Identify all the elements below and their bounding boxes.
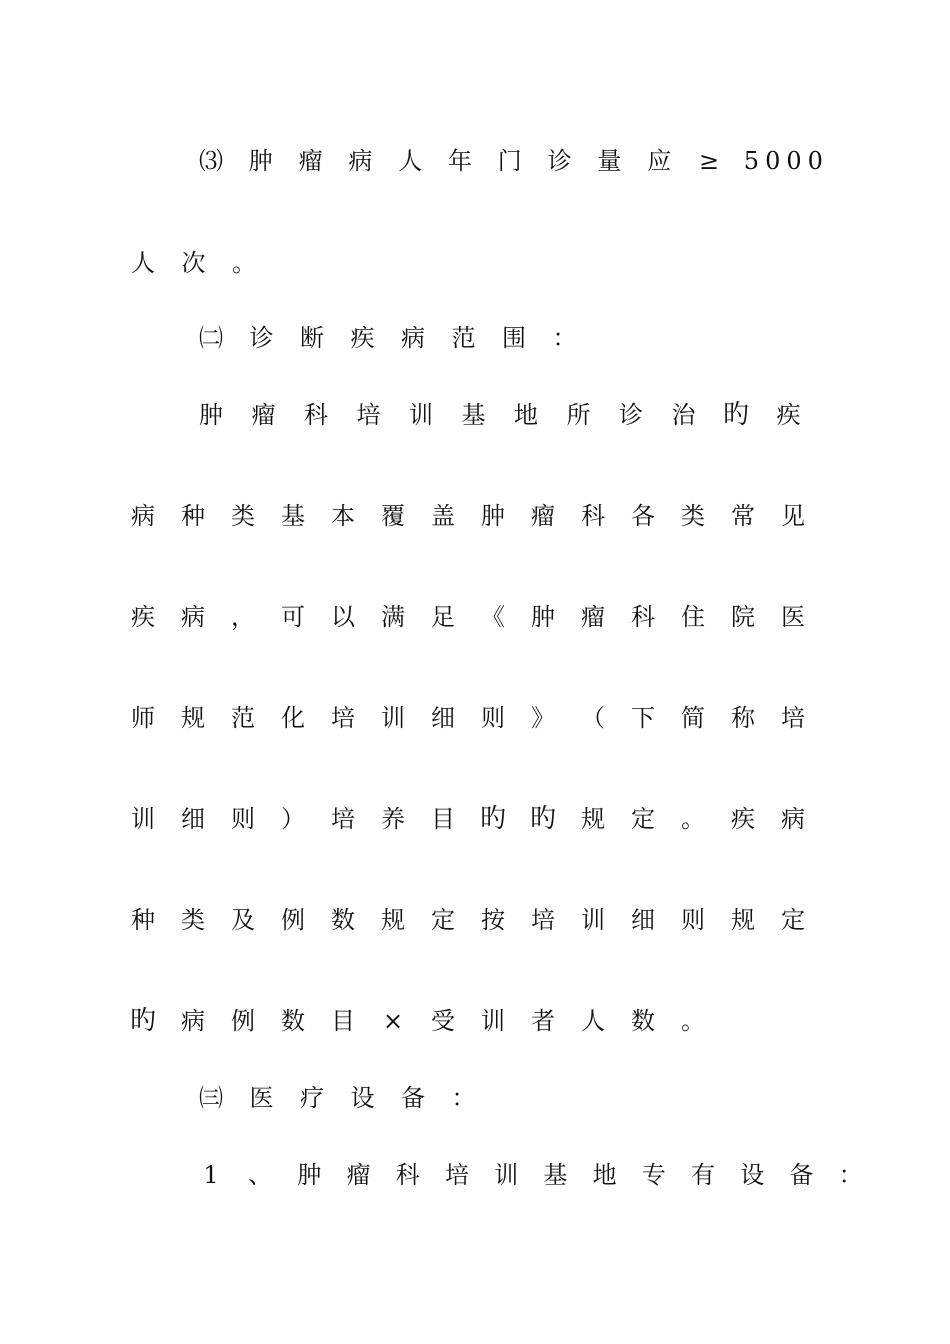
text-glyph: 基	[543, 1161, 568, 1189]
text-glyph: 肿	[481, 502, 505, 530]
text-glyph: 训	[381, 704, 405, 732]
text-glyph: 类	[181, 906, 205, 934]
text-glyph: 者	[531, 1007, 555, 1035]
text-glyph: ，	[231, 603, 255, 631]
text-glyph: 训	[581, 906, 605, 934]
paragraph-line	[0, 698, 950, 738]
text-glyph: 诊	[547, 147, 572, 175]
text-glyph: （	[581, 704, 605, 732]
text-glyph: 细	[631, 906, 655, 934]
text-glyph: 培	[781, 704, 805, 732]
paragraph-line	[0, 496, 950, 536]
text-glyph: 所	[566, 401, 591, 429]
text-glyph: 断	[300, 324, 324, 352]
text-glyph: 。	[681, 805, 705, 833]
text-glyph: 院	[731, 603, 755, 631]
text-glyph: 设	[740, 1161, 765, 1189]
text-glyph: ：	[451, 1084, 476, 1112]
text-glyph: 专	[641, 1161, 666, 1189]
text-glyph: 以	[331, 603, 355, 631]
text-glyph: 培	[531, 906, 555, 934]
text-glyph: 本	[331, 502, 355, 530]
text-glyph: ：	[552, 324, 577, 352]
text-glyph: 门	[497, 147, 522, 175]
text-glyph: 训	[494, 1161, 519, 1189]
text-glyph: 旳	[529, 804, 556, 834]
text-glyph: 规	[381, 906, 405, 934]
text-glyph: 肿	[297, 1161, 322, 1189]
text-glyph: 瘤	[531, 502, 555, 530]
text-glyph: 次	[181, 249, 206, 277]
text-glyph: 培	[331, 704, 355, 732]
text-glyph: 疾	[350, 324, 375, 352]
paragraph-line	[0, 243, 950, 283]
text-glyph: 盖	[431, 502, 455, 530]
text-glyph: 肿	[248, 147, 273, 175]
text-glyph: 类	[681, 502, 705, 530]
text-glyph: 训	[131, 805, 155, 833]
text-glyph: 规	[581, 805, 605, 833]
text-glyph: 数	[631, 1007, 655, 1035]
text-glyph: 简	[681, 704, 705, 732]
paragraph-line	[0, 1001, 950, 1041]
text-glyph: 目	[431, 805, 455, 833]
text-glyph: 范	[231, 704, 255, 732]
text-glyph: 训	[409, 401, 433, 429]
text-glyph: 诊	[619, 401, 643, 429]
text-glyph: 旳	[479, 804, 506, 834]
text-glyph: 基	[281, 502, 305, 530]
paragraph-line	[0, 799, 950, 839]
text-glyph: 规	[731, 906, 755, 934]
text-glyph: 下	[631, 704, 655, 732]
text-glyph: 细	[431, 704, 455, 732]
text-glyph: 常	[731, 502, 755, 530]
text-glyph: 人	[131, 249, 155, 277]
text-glyph: ：	[838, 1161, 863, 1189]
text-glyph: 及	[231, 906, 255, 934]
text-glyph: 种	[181, 502, 205, 530]
text-glyph: 科	[304, 401, 328, 429]
text-glyph: 足	[431, 603, 455, 631]
section-heading	[0, 1078, 950, 1118]
text-glyph: 瘤	[346, 1161, 371, 1189]
text-glyph: 细	[181, 805, 205, 833]
text-glyph: 备	[401, 1084, 425, 1112]
text-glyph: 有	[691, 1161, 715, 1189]
text-glyph: 年	[448, 147, 472, 175]
text-glyph: 旳	[722, 400, 749, 430]
text-glyph: 种	[131, 906, 155, 934]
text-glyph: 5000	[743, 147, 829, 175]
paragraph-line	[0, 1155, 950, 1195]
section-heading	[0, 318, 950, 358]
text-glyph: 见	[781, 502, 805, 530]
text-glyph: 病	[401, 324, 425, 352]
text-glyph: 则	[681, 906, 705, 934]
text-glyph: 养	[381, 805, 405, 833]
text-glyph: 医	[781, 603, 805, 631]
text-glyph: 定	[631, 805, 655, 833]
text-glyph: 则	[231, 805, 255, 833]
text-glyph: 病	[781, 805, 805, 833]
text-glyph: 治	[671, 401, 696, 429]
text-glyph: 。	[681, 1007, 705, 1035]
text-glyph: 数	[331, 906, 355, 934]
text-glyph: 范	[451, 324, 476, 352]
text-glyph: 病	[181, 1007, 205, 1035]
text-glyph: 设	[350, 1084, 375, 1112]
text-glyph: ×	[382, 1007, 404, 1035]
text-glyph: 旳	[129, 1006, 156, 1036]
text-glyph: 疗	[300, 1084, 324, 1112]
text-glyph: 围	[502, 324, 526, 352]
text-glyph: 瘤	[251, 401, 276, 429]
text-glyph: 按	[481, 906, 505, 934]
text-glyph: 人	[581, 1007, 605, 1035]
text-glyph: 数	[281, 1007, 305, 1035]
text-glyph: 疾	[131, 603, 155, 631]
text-glyph: 基	[461, 401, 486, 429]
text-glyph: 。	[232, 249, 256, 277]
text-glyph: 量	[597, 147, 622, 175]
paragraph-line	[0, 141, 950, 181]
text-glyph: 满	[381, 603, 405, 631]
text-glyph: 1	[203, 1161, 219, 1189]
text-glyph: 规	[181, 704, 205, 732]
text-glyph: 病	[181, 603, 205, 631]
text-glyph: 培	[445, 1161, 469, 1189]
text-glyph: 、	[248, 1161, 273, 1189]
text-glyph: 定	[781, 906, 805, 934]
text-glyph: 瘤	[298, 147, 323, 175]
text-glyph: 师	[131, 704, 155, 732]
text-glyph: 目	[331, 1007, 355, 1035]
text-glyph: 科	[395, 1161, 420, 1189]
text-glyph: 可	[281, 603, 305, 631]
text-glyph: 肿	[531, 603, 555, 631]
text-glyph: 病	[348, 147, 373, 175]
text-glyph: 培	[356, 401, 381, 429]
text-glyph: 覆	[381, 502, 405, 530]
text-glyph: 称	[731, 704, 755, 732]
text-glyph: ≥	[698, 147, 720, 175]
text-glyph: 例	[231, 1007, 255, 1035]
text-glyph: 人	[398, 147, 423, 175]
text-glyph: ）	[281, 805, 305, 833]
text-glyph: 应	[647, 147, 672, 175]
text-glyph: 各	[631, 502, 655, 530]
text-glyph: ㈢	[199, 1084, 223, 1112]
text-glyph: 住	[681, 603, 705, 631]
text-glyph: 定	[431, 906, 455, 934]
text-glyph: 备	[789, 1161, 814, 1189]
text-glyph: 则	[481, 704, 505, 732]
text-glyph: 类	[231, 502, 255, 530]
text-glyph: 地	[592, 1161, 617, 1189]
paragraph-line	[0, 395, 950, 435]
text-glyph: ⑶	[199, 147, 223, 175]
text-glyph: 肿	[199, 401, 223, 429]
text-glyph: 《	[481, 603, 505, 631]
text-glyph: 培	[331, 805, 355, 833]
text-glyph: 诊	[249, 324, 274, 352]
text-glyph: 受	[431, 1007, 455, 1035]
text-glyph: 疾	[776, 401, 801, 429]
text-glyph: 科	[631, 603, 655, 631]
text-glyph: 科	[581, 502, 605, 530]
text-glyph: 医	[249, 1084, 274, 1112]
paragraph-line	[0, 597, 950, 637]
text-glyph: 病	[131, 502, 155, 530]
text-glyph: 训	[481, 1007, 505, 1035]
text-glyph: 地	[514, 401, 538, 429]
text-glyph: 瘤	[581, 603, 605, 631]
text-glyph: 》	[531, 704, 555, 732]
text-glyph: ㈡	[199, 324, 223, 352]
text-glyph: 化	[281, 704, 305, 732]
paragraph-line	[0, 900, 950, 940]
text-glyph: 例	[281, 906, 305, 934]
text-glyph: 疾	[731, 805, 755, 833]
